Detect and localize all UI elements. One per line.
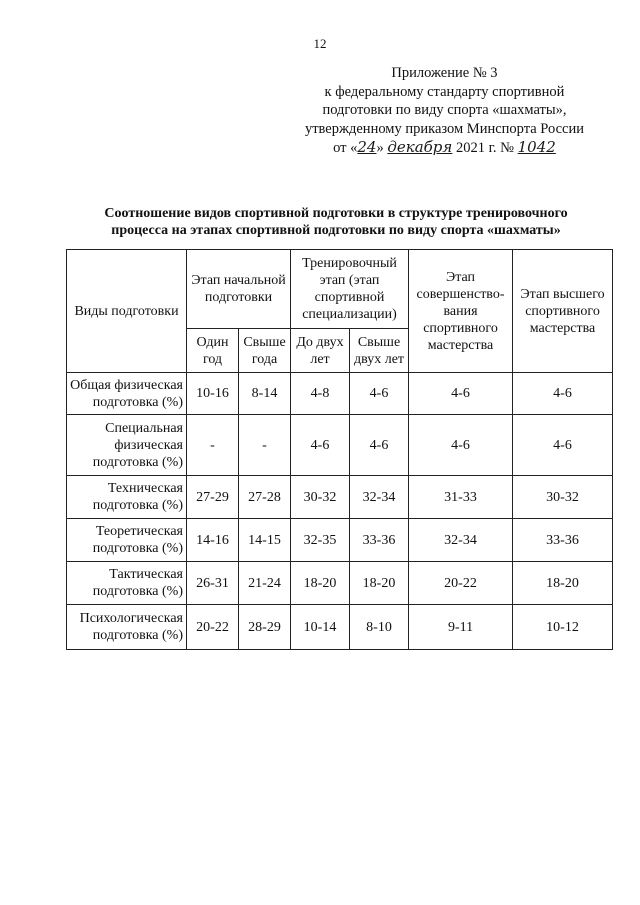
table-row xyxy=(67,373,613,415)
handwritten-month: декабря xyxy=(387,138,453,156)
subheader-training-over-two: Свыше двух лет xyxy=(350,329,409,373)
appendix-line-sport: подготовки по виду спорта «шахматы», xyxy=(322,102,567,118)
appendix-title: Приложение № 3 xyxy=(391,65,498,81)
table-cell: 8-14 xyxy=(239,373,291,415)
appendix-header xyxy=(305,64,584,158)
table-cell: 10-14 xyxy=(291,605,350,650)
table-cell: 8-10 xyxy=(350,605,409,650)
appendix-date-line xyxy=(305,138,584,158)
table-cell: 4-6 xyxy=(409,415,513,476)
table-cell: 28-29 xyxy=(239,605,291,650)
date-prefix: от « xyxy=(333,140,358,156)
row-label: Техническая подготовка (%) xyxy=(67,476,187,519)
table-cell: 27-29 xyxy=(187,476,239,519)
table-cell: 31-33 xyxy=(409,476,513,519)
training-ratio-table xyxy=(66,249,613,650)
date-day-close: » xyxy=(376,140,384,156)
title-line-1: Соотношение видов спортивной подготовки в структуре тренировочного xyxy=(104,206,568,221)
header-highest-stage: Этап высшего спортивного мастерства xyxy=(513,250,613,373)
row-label: Общая физическая подготовка (%) xyxy=(67,373,187,415)
table-cell: 20-22 xyxy=(187,605,239,650)
table-cell: 14-16 xyxy=(187,519,239,562)
appendix-line-standard: к федеральному стандарту спортивной xyxy=(324,83,565,100)
table-cell: 4-8 xyxy=(291,373,350,415)
handwritten-day: 24 xyxy=(357,138,377,156)
header-types: Виды подготовки xyxy=(67,250,187,373)
table-cell: 21-24 xyxy=(239,562,291,605)
table-cell: 30-32 xyxy=(291,476,350,519)
table-cell: 4-6 xyxy=(409,373,513,415)
table-cell: 18-20 xyxy=(513,562,613,605)
table-row xyxy=(67,605,613,650)
page-number: 12 xyxy=(313,36,327,51)
row-label: Тактическая подготовка (%) xyxy=(67,562,187,605)
table-cell: 4-6 xyxy=(513,415,613,476)
table-header-row xyxy=(67,250,613,329)
handwritten-order-number: 1042 xyxy=(517,138,556,156)
subheader-training-up-to-two: До двух лет xyxy=(291,329,350,373)
row-label: Теоретическая подготовка (%) xyxy=(67,519,187,562)
table-cell: 14-15 xyxy=(239,519,291,562)
table-row xyxy=(67,519,613,562)
document-title xyxy=(70,205,602,239)
header-excellence-stage: Этап совершенство-вания спортивного мастерства xyxy=(409,250,513,373)
table-cell: 30-32 xyxy=(513,476,613,519)
table-cell: 33-36 xyxy=(350,519,409,562)
subheader-initial-over-year: Свыше года xyxy=(239,329,291,373)
table-row xyxy=(67,562,613,605)
table-cell: 32-34 xyxy=(350,476,409,519)
row-label: Специальная физическая подготовка (%) xyxy=(67,415,187,476)
table-cell: 27-28 xyxy=(239,476,291,519)
table-cell: 20-22 xyxy=(409,562,513,605)
table-cell: 26-31 xyxy=(187,562,239,605)
table-cell: 10-12 xyxy=(513,605,613,650)
appendix-line-order: утвержденному приказом Минспорта России xyxy=(304,120,584,137)
table-cell: - xyxy=(239,415,291,476)
table-row xyxy=(67,476,613,519)
table-cell: 18-20 xyxy=(291,562,350,605)
table-cell: 4-6 xyxy=(350,415,409,476)
table-cell: 32-35 xyxy=(291,519,350,562)
table-cell: 4-6 xyxy=(350,373,409,415)
date-year: 2021 г. № xyxy=(455,140,514,156)
table-row xyxy=(67,415,613,476)
table-cell: 4-6 xyxy=(291,415,350,476)
header-training-stage: Тренировочный этап (этап спортивной специализации) xyxy=(291,250,409,329)
row-label: Психологическая подготовка (%) xyxy=(67,605,187,650)
table-cell: 33-36 xyxy=(513,519,613,562)
table-cell: - xyxy=(187,415,239,476)
table-cell: 10-16 xyxy=(187,373,239,415)
table-cell: 18-20 xyxy=(350,562,409,605)
table-cell: 9-11 xyxy=(409,605,513,650)
table-cell: 4-6 xyxy=(513,373,613,415)
table-cell: 32-34 xyxy=(409,519,513,562)
subheader-initial-one-year: Один год xyxy=(187,329,239,373)
header-initial-stage: Этап начальной подготовки xyxy=(187,250,291,329)
title-line-2: процесса на этапах спортивной подготовки по виду спорта «шахматы» xyxy=(111,223,561,238)
